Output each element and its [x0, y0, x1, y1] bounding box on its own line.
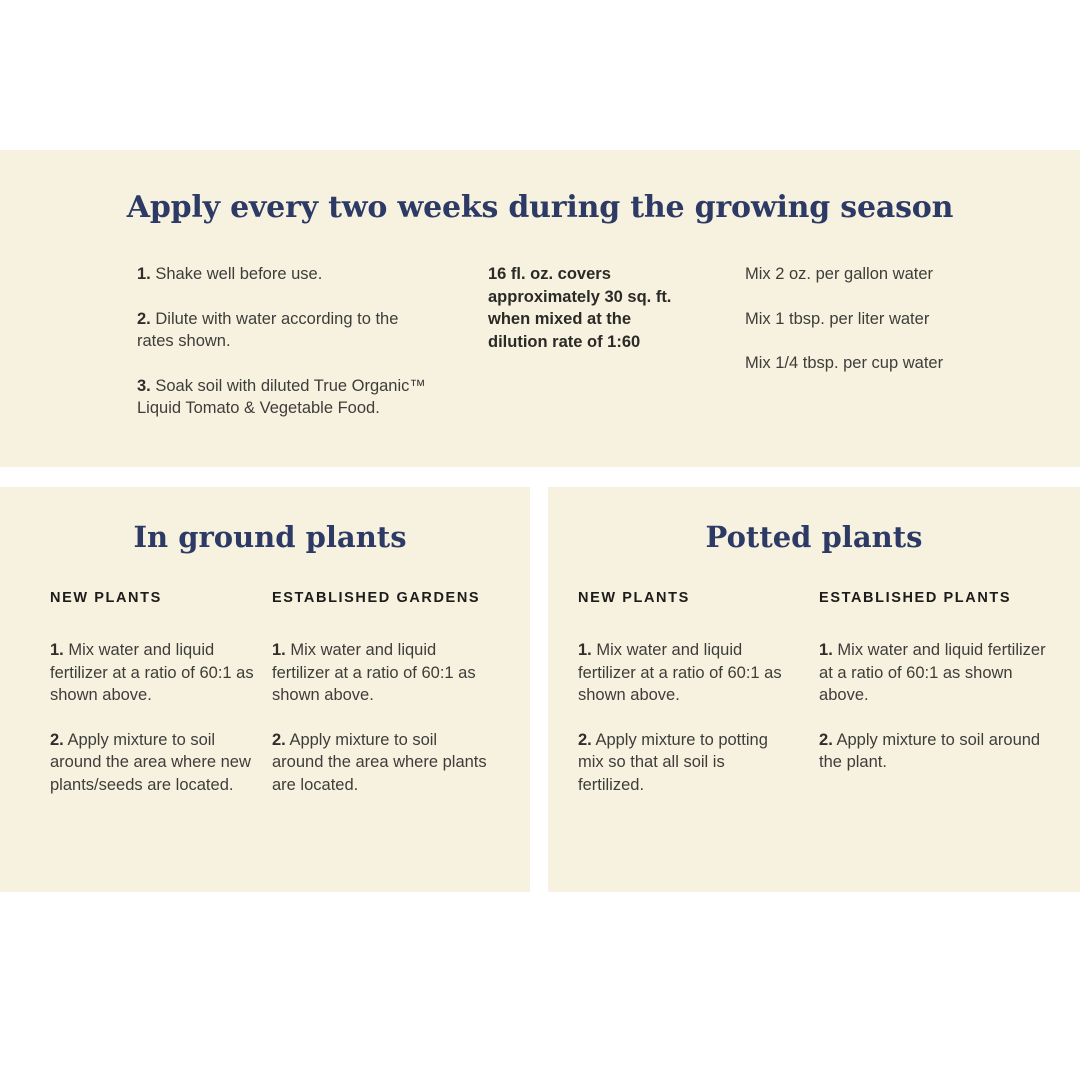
step-text: Mix water and liquid fertilizer at a ratio of 60:1 as shown above.	[819, 641, 1046, 704]
coverage-note-column	[488, 263, 688, 375]
established-gardens-column	[272, 590, 490, 818]
coverage-note: 16 fl. oz. covers approximately 30 sq. ft. when mixed at the dilution rate of 1:60	[488, 265, 672, 351]
step-number: 1.	[819, 641, 833, 659]
step-text: Dilute with water according to the rates shown.	[137, 309, 399, 350]
usage-steps-column	[137, 263, 434, 442]
instruction-step	[578, 639, 789, 707]
new-plants-column	[578, 590, 789, 818]
mix-rates-column	[745, 263, 975, 397]
step-text: Apply mixture to potting mix so that all soil is fertilized.	[578, 730, 768, 794]
step-text: Mix water and liquid fertilizer at a ratio of 60:1 as shown above.	[578, 641, 782, 704]
instruction-step	[272, 729, 490, 797]
usage-step	[137, 263, 434, 286]
column-header: ESTABLISHED PLANTS	[819, 590, 1012, 606]
step-text: Mix water and liquid fertilizer at a ratio of 60:1 as shown above.	[50, 641, 254, 704]
mix-rate-gallon: Mix 2 oz. per gallon water	[745, 265, 934, 283]
in-ground-plants-title: In ground plants	[133, 520, 407, 554]
instruction-step	[50, 729, 262, 797]
instruction-step	[50, 639, 262, 707]
step-number: 2.	[272, 730, 286, 749]
potted-plants-title: Potted plants	[705, 520, 923, 554]
mix-rate-liter: Mix 1 tbsp. per liter water	[745, 309, 930, 328]
instruction-step	[272, 639, 490, 707]
new-plants-column	[50, 590, 262, 818]
instruction-step	[819, 639, 1050, 707]
step-number: 3.	[137, 376, 151, 395]
top-panel-columns	[0, 263, 1080, 442]
step-text: Apply mixture to soil around the area where new plants/seeds are located.	[50, 730, 251, 794]
usage-step	[137, 308, 434, 353]
step-number: 1.	[50, 641, 64, 659]
step-number: 2.	[50, 730, 64, 749]
step-number: 2.	[819, 730, 833, 749]
instruction-step	[819, 729, 1050, 774]
mix-rate-cup: Mix 1/4 tbsp. per cup water	[745, 354, 944, 372]
column-header: ESTABLISHED GARDENS	[272, 590, 481, 606]
step-number: 1.	[578, 641, 592, 659]
step-number: 1.	[137, 265, 151, 283]
step-number: 1.	[272, 641, 286, 659]
potted-plants-panel	[548, 487, 1080, 892]
step-text: Soak soil with diluted True Organic™ Liquid Tomato & Vegetable Food.	[137, 376, 426, 417]
column-header: NEW PLANTS	[578, 590, 690, 606]
step-text: Apply mixture to soil around the area where plants are located.	[272, 730, 487, 794]
column-header: NEW PLANTS	[50, 590, 162, 606]
step-text: Apply mixture to soil around the plant.	[819, 730, 1041, 771]
instruction-step	[578, 729, 789, 797]
step-text: Mix water and liquid fertilizer at a ratio of 60:1 as shown above.	[272, 641, 476, 704]
page-title: Apply every two weeks during the growing season	[126, 190, 954, 225]
in-ground-plants-panel	[0, 487, 530, 892]
usage-step	[137, 375, 434, 420]
application-schedule-panel	[0, 150, 1080, 467]
plant-type-panels	[0, 487, 1080, 892]
step-number: 2.	[137, 309, 151, 328]
step-text: Shake well before use.	[155, 265, 323, 283]
established-plants-column	[819, 590, 1050, 796]
step-number: 2.	[578, 730, 592, 749]
